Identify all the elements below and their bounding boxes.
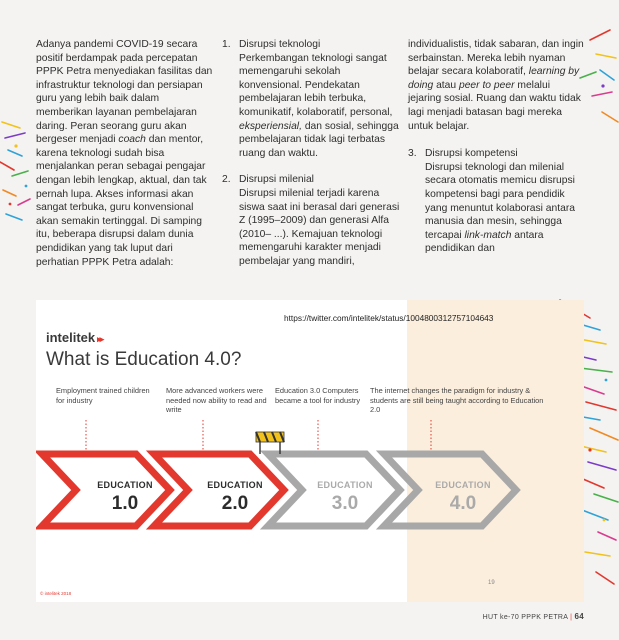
stage-1-label: EDUCATION xyxy=(97,480,153,490)
list-number: 3. xyxy=(408,148,417,160)
list-number: 2. xyxy=(222,174,231,186)
list-number: 1. xyxy=(222,39,231,50)
list-item-3 xyxy=(408,147,584,256)
body-italic: eksperiensial, xyxy=(239,120,302,132)
body-text-end: melalui jejaring sosial. Ruang dan waktu tidak lagi menjadi batasan bagi mereka untuk belajar. xyxy=(408,79,581,132)
body-text-end: antara pendidikan dan xyxy=(425,229,544,255)
stage-3-label: EDUCATION xyxy=(317,480,373,490)
stage-3-description: Education 3.0 Computers became a tool for industry xyxy=(275,386,361,405)
list-item-body xyxy=(408,38,584,133)
footer-separator: | xyxy=(570,614,573,621)
slide-footer-credit: © intelitek 2018 xyxy=(40,591,72,596)
education-4-slide xyxy=(36,300,584,602)
stage-1-description: Employment trained children for industry xyxy=(56,386,150,405)
body-italic: peer to peer xyxy=(458,79,515,91)
list-item-2-continued xyxy=(408,38,584,133)
stage-4-label: EDUCATION xyxy=(435,480,491,490)
text-column-1 xyxy=(36,38,216,269)
stage-4-number: 4.0 xyxy=(449,493,477,514)
intro-paragraph xyxy=(36,38,216,269)
footer-text: HUT ke-70 PPPK PETRA xyxy=(482,614,568,621)
logo-text: intelitek xyxy=(46,330,96,345)
list-item-title: Disrupsi milenial xyxy=(239,174,314,186)
body-italic: link-match xyxy=(464,229,512,241)
body-text: Perkembangan teknologi sangat memengaruhi sekolah konvensional. Pendekatan pembelajaran lebih terbuka, komunikatif, kolaboratif, personal, xyxy=(239,52,393,118)
body-italic: learning by doing xyxy=(408,66,580,91)
body-text: atau xyxy=(433,79,459,91)
logo-arrows-icon: ▸▸ xyxy=(97,334,103,344)
slide-page-number: 19 xyxy=(488,580,495,586)
stage-2-description: More advanced workers were needed now ability to read and write xyxy=(166,386,267,415)
body-text: individualistis, tidak sabaran, dan ingin serbainstan. Mereka lebih nyaman belajar secara kolaboratif, xyxy=(408,39,584,78)
text-column-2 xyxy=(222,38,400,282)
slide-title: What is Education 4.0? xyxy=(46,349,242,370)
stage-3-number: 3.0 xyxy=(331,493,359,514)
list-item-body xyxy=(425,161,584,256)
intro-text-italic: coach xyxy=(118,134,146,146)
source-url: https://twitter.com/intelitek/status/1004800312757104643 xyxy=(284,313,494,323)
intro-text-end: dan mentor, karena teknologi sudah bisa menjalankan peran sebagai pengajar dengan lebih lengkap, aktual, dan tak pernah lupa. Akses informasi akan sangat terbuka, guru konvensional akan semakin tertinggal. Di samping itu, beberapa disrupsi dalam dunia pendidikan yang tak luput dari perhatian PPPK Petra adalah: xyxy=(36,134,207,268)
page-number: 64 xyxy=(574,612,584,621)
stage-2-number: 2.0 xyxy=(221,493,249,514)
list-item-body xyxy=(239,52,400,161)
body-text: Disrupsi teknologi dan milenial secara otomatis memicu disrupsi kompetensi bagi para pendidik yang menuntut kolaborasi antara manusia dan mesin, sehingga tercapai xyxy=(425,161,575,241)
list-item-1 xyxy=(222,38,400,160)
chevron-1 xyxy=(42,454,170,526)
stage-1-number: 1.0 xyxy=(111,493,139,514)
list-item-title: Disrupsi kompetensi xyxy=(425,148,518,160)
stage-4-description: The internet changes the paradigm for industry & students are still being taught according to Education 2.0 xyxy=(370,386,544,415)
list-item-2 xyxy=(222,173,400,268)
list-item-title: Disrupsi teknologi xyxy=(239,39,321,50)
stage-2-label: EDUCATION xyxy=(207,480,263,490)
chevron-arrows-graphic xyxy=(36,300,584,602)
text-column-3 xyxy=(408,38,584,269)
list-item-body: Disrupsi milenial terjadi karena siswa saat ini berasal dari generasi Z (1995–2009) dan generasi Alfa (2010– ...). Kemajuan teknologi memengaruhi karakter menjadi pembelajar yang mandiri, xyxy=(239,187,400,267)
body-text-end: dan sosial, sehingga pembelajaran tidak lagi terbatas ruang dan waktu. xyxy=(239,120,399,159)
intro-text: Adanya pandemi COVID-19 secara positif berdampak pada percepatan PPPK Petra menyediakan fasilitas dan infrastruktur teknologi dan persiapan guru yang lebih baik dalam memberikan layanan pembelajaran daring. Peran seorang guru akan bergeser menjadi xyxy=(36,39,213,146)
page-footer xyxy=(483,612,584,621)
